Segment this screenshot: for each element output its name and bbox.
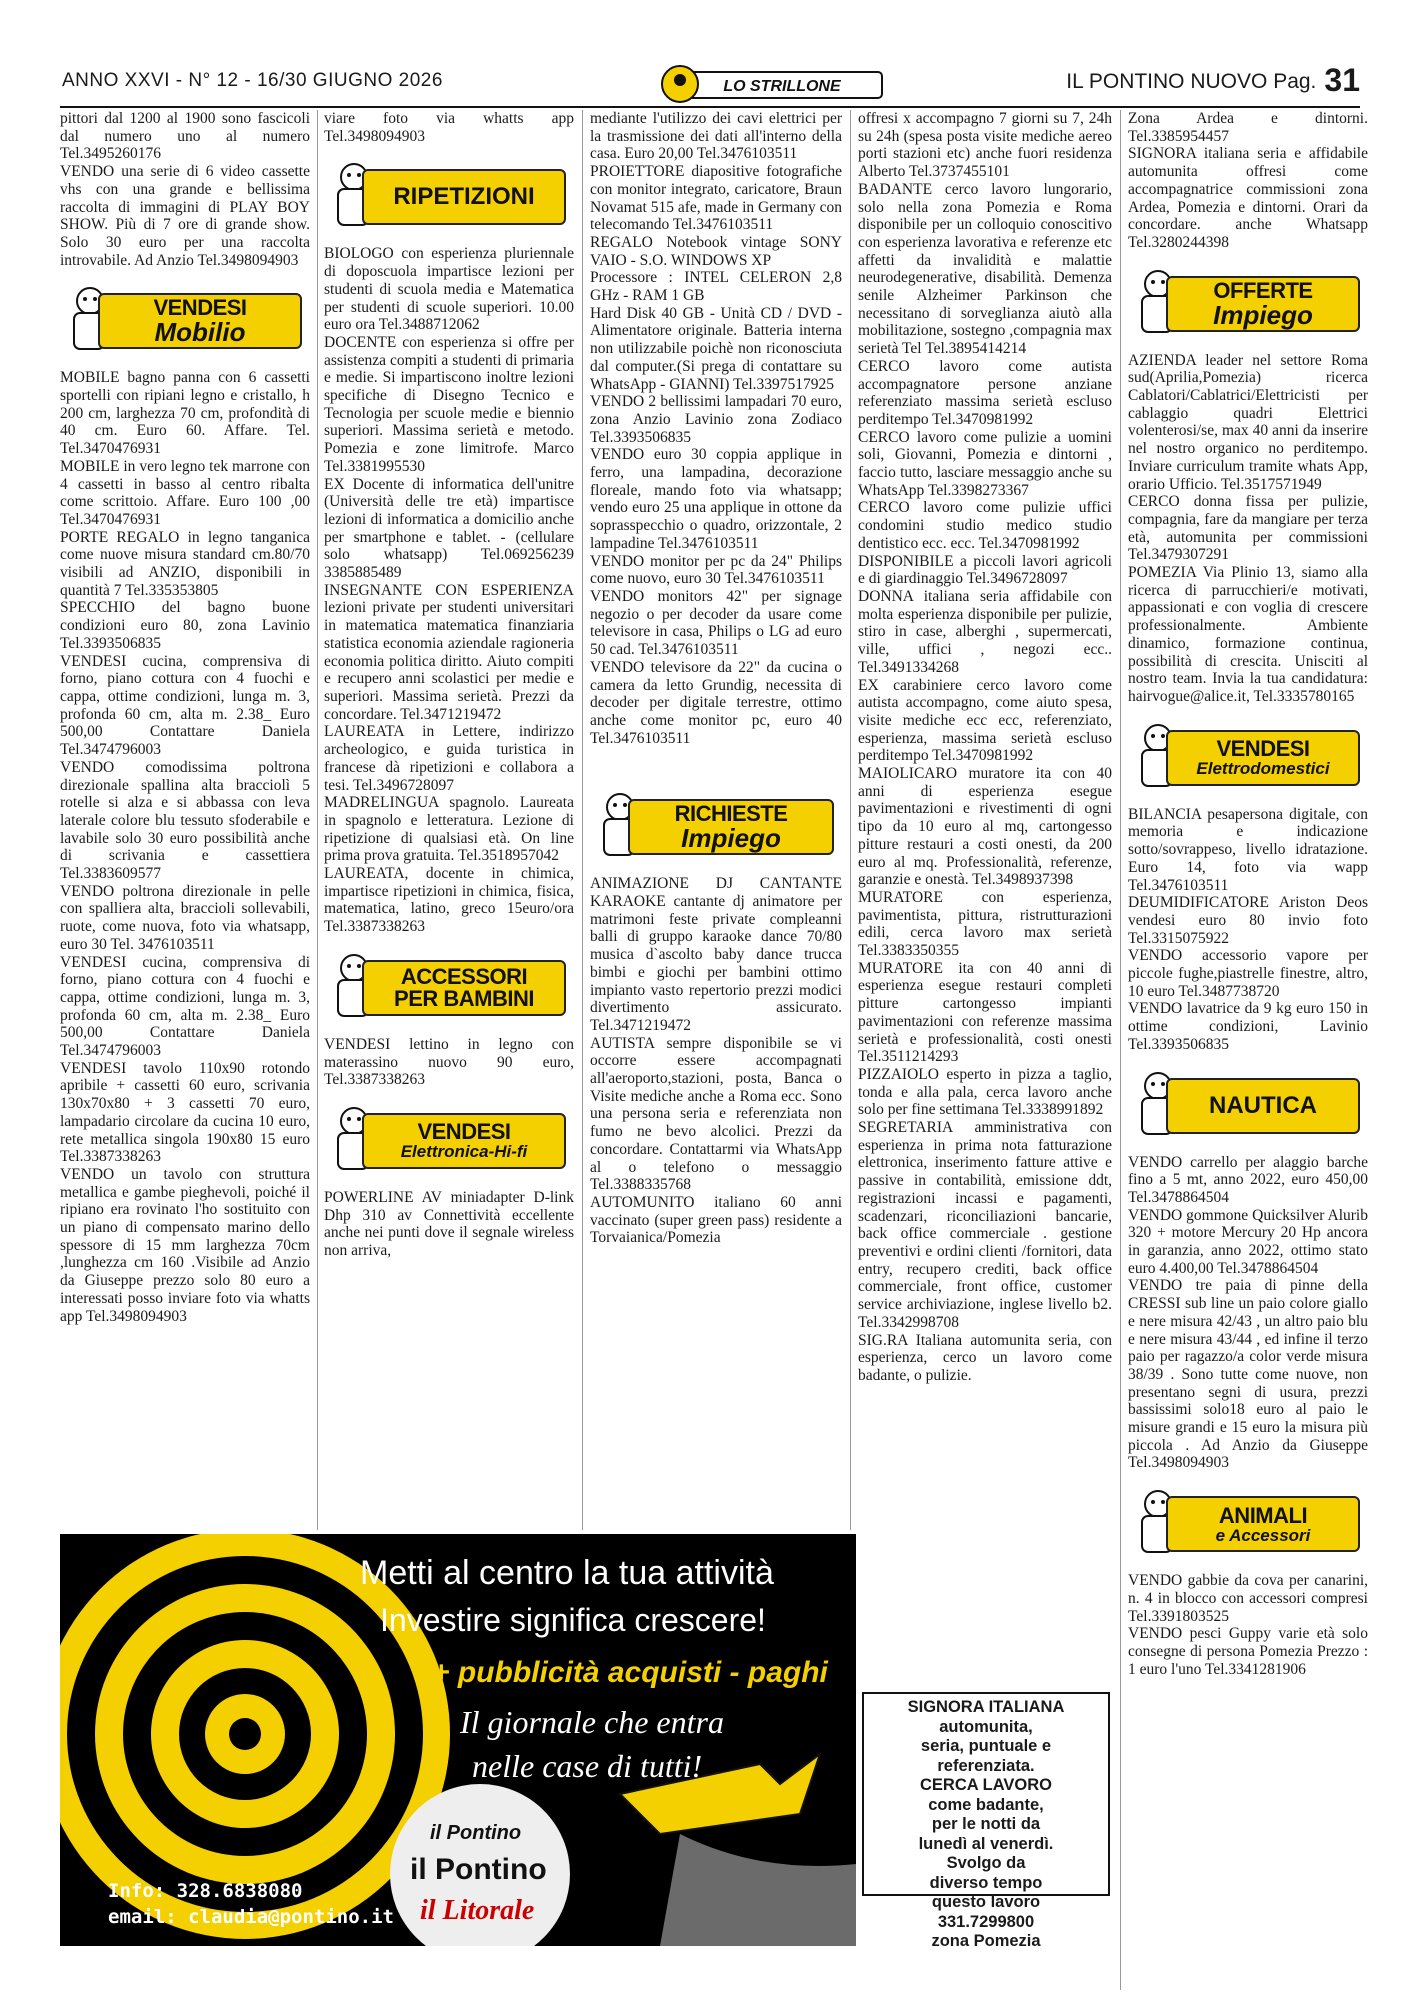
ad-phone: Info: 328.6838080 [108,1880,303,1902]
section-badge-accessori-bambini [324,948,574,1026]
column-divider [850,110,851,1530]
page-header [60,62,1360,108]
logo-pontino-2: il Pontino [410,1853,547,1886]
column-4 [858,110,1112,1530]
ad-email: email: claudia@pontino.it [108,1906,394,1928]
ad-text: POWERLINE AV miniadapter D-link Dhp 310 av Connettività eccellente anche nei punti dove il segnale wireless non arriva, [324,1188,574,1260]
section-badge-nautica [1128,1066,1368,1144]
column-divider [317,110,318,1530]
ad-slogan-2: nelle case di tutti! [472,1748,703,1784]
badge-label: VENDESI Mobilio [98,293,302,349]
ad-tagline: + pubblicità acquisti - paghi [432,1656,828,1689]
section-badge-animali [1128,1484,1368,1562]
ad-text: viare foto via whatts app Tel.3498094903 [324,110,574,145]
ad-text: Zona Ardea e dintorni. Tel.3385954457 SIGNORA italiana seria e affidabile automunita offresi come accompagnatrice commissioni zona Ardea, Pomezia e dintorni. Orari da concordare. anche Whatsapp Tel.3280244398 [1128,110,1368,251]
issue-info: ANNO XXVI - N° 12 - 16/30 GIUGNO 2026 [62,70,443,91]
ad-text: ANIMAZIONE DJ CANTANTE KARAOKE cantante dj animatore per matrimoni feste private compleanni balli di gruppo karaoke dance 70/80 musica d`ascolto baby dance trucca bimbi e giochi per bambini ottimo impianto vasto repertorio prezzi modici divertimento assicurato. Tel.3471219472 AUTISTA sempre disponibile se vi occorre essere accompagnati all'aeroporto,stazioni, posta, Banca o Visite mediche anche a Roma ecc. Sono una persona seria e referenziata non fumo ne bevo alcolici. Prezzi da concordare. Contattarmi via WhatsApp al o telefono o messaggio Tel.3388335768 AUTOMUNITO italiano 60 anni vaccinato (super green pass) residente a Torvaianica/Pomezia [590,875,842,1247]
boxed-announcement [862,1692,1110,1950]
ad-headline: Metti al centro la tua attività [360,1554,774,1592]
badge-label: ACCESSORI PER BAMBINI [362,960,566,1016]
paper-name: IL PONTINO NUOVO Pag. [1066,70,1317,93]
section-badge-vendesi-mobilio [60,281,310,359]
page-number-label [1066,62,1360,99]
ad-text: mediante l'utilizzo dei cavi elettrici per la trasmissione dei dati all'interno della casa. Euro 20,00 Tel.3476103511 PROIETTORE diapositive fotografiche con monitor integrato, caricatore, Braun Novamat 515 afe, made in Germany con telecomando Tel.3476103511 REGALO Notebook vintage SONY VAIO - S.O. WINDOWS XP Processore : INTEL CELERON 2,8 GHz - RAM 1 GB Hard Disk 40 GB - Unità CD / DVD - Alimentatore originale. Batteria interna non utilizzabile poichè non riconosciuta dal computer.(Si prega di contattare su WhatsApp - GIANNI) Tel.3397517925 VENDO 2 bellissimi lampadari 70 euro, zona Anzio Lavinio zona Zodiaco Tel.3393506835 VENDO euro 30 coppia applique in ferro, una lampadina, decorazione floreale, mando foto via whatsapp; vendo euro 25 una applique in ottone da soprasspecchio o quadro, orizzontale, 2 lampadine Tel.3476103511 VENDO monitor per pc da 24" Philips come nuovo, euro 30 Tel.3476103511 VENDO monitors 42" per signage negozio o per decoder da usare come televisore in casa, Philips o LG ad euro 50 cad. Tel.3476103511 VENDO televisore da 22" da cucina o camera da letto Grundig, necessita di decoder per digitale terrestre, ottimo anche come monitor pc, euro 40 Tel.3476103511 [590,110,842,747]
logo-text: LO STRILLONE [723,78,841,95]
badge-label: OFFERTE Impiego [1166,276,1360,332]
ad-text: BILANCIA pesapersona digitale, con memoria e indicazione sotto/sovrappeso, livello idratazione. Euro 14, foto via wapp Tel.3476103511 DEUMIDIFICATORE Ariston Deos vendesi euro 80 invio foto Tel.3315075922 VENDO accessorio vapore per piccole fughe,piastrelle finestre, altro, 10 euro Tel.3487738720 VENDO lavatrice da 9 kg euro 150 in ottime condizioni, Lavinio Tel.3393506835 [1128,805,1368,1053]
badge-label: NAUTICA [1166,1078,1360,1134]
badge-label: RICHIESTE Impiego [628,799,834,855]
section-badge-offerte-impiego [1128,264,1368,342]
ad-text: MOBILE bagno panna con 6 cassetti sportelli con ripiani legno e cristallo, h 200 cm, larghezza 70 cm, profondità di 40 cm. Euro 60. Affare. Tel. Tel.3470476931 MOBILE in vero legno tek marrone con 4 cassetti in basso al centro ribalta come scrittoio. Affare. Euro 100 ,00 Tel.3470476931 PORTE REGALO in legno tanganica come nuove misura standard cm.80/70 visibili ad ANZIO, disponibili in quantità 7 Tel.335353805 SPECCHIO del bagno buone condizioni euro 80, zona Lavinio Tel.3393506835 VENDESI cucina, comprensiva di forno, piano cottura con 4 fuochi e cappa, ottime condizioni, lunga m. 3, profonda 60 cm, alta m. 2.38_ Euro 500,00 Contattare Daniela Tel.3474796003 VENDO comodissima poltrona direzionale spallina alta bracciolì 5 rotelle si alza e si abbassa con leva laterale colore blu tessuto sfoderabile e lavabile solo 30 euro possibilità anche di scrivania e cassettiera Tel.3383609577 VENDO poltrona direzionale in pelle con spalliera alta, braccioli sollevabili, ruote, come nuova, foto via whatsapp, euro 30 Tel. 3476103511 VENDESI cucina, comprensiva di forno, piano cottura con 4 fuochi e cappa, ottime condizioni, lunga m. 3, profonda 60 cm, alta m. 2.38_ Euro 500,00 Contattare Daniela Tel.3474796003 VENDESI tavolo 110x90 rotondo apribile + cassetti 60 euro, scrivania 130x70x80 + 3 cassetti 70 euro, lampadario circolare da cucina 10 euro, rete metallica singola 190x80 15 euro Tel.3387338263 VENDO un tavolo con struttura metallica e gambe pieghevoli, poiché il ripiano era rovinato l'ho sostituito con un piano di compensato marino dello spessore di 15 mm larghezza 70cm ,lunghezza cm 160 .Visibile ad Anzio da Giuseppe prezzo solo 80 euro a interessati posso inviare foto via whatts app Tel.3498094903 [60,369,310,1325]
ad-text: VENDESI lettino in legno con materassino nuovo 90 euro, Tel.3387338263 [324,1035,574,1089]
ad-text: AZIENDA leader nel settore Roma sud(Aprilia,Pomezia) ricerca Cablatori/Cablatrici/Elettricisti per cablaggio quadri Elettrici volenterosi/se, max 40 anni da inserire nel nostro organico no perditempo. Inviare curriculum tramite whats App, orario Ufficio. Tel.3517571949 CERCO donna fissa per pulizie, compagnia, fare da mangiare per terza età, automunita per commissioni Tel.3479307291 POMEZIA Via Plinio 13, siamo alla ricerca di parrucchieri/e motivati, appassionati e con voglia di crescere professionalmente. Ambiente dinamico, formazione continua, possibilità di crescita. Unisciti al nostro team. Invia la tua candidatura: hairvogue@alice.it, Tel.3335780165 [1128,351,1368,705]
ad-text: VENDO carrello per alaggio barche fino a 5 mt, anno 2022, euro 450,00 Tel.3478864504 VENDO gommone Quicksilver Alurib 320 + motore Mercury 20 Hp ancora in garanzia, anno 2022, ottimo stato euro 4.400,00 Tel.3478864504 VENDO tre paia di pinne della CRESSI sub line un paio colore giallo e nere misura 42/43 , un altro paio blu e nere misura 43/44 , ed infine il terzo paio per ragazzo/a color verde misura 38/39 . Sono tutte come nuove, non presentano segni di usura, prezzi bassissimi solo18 euro al paio le misure grandi e 15 euro la misura più piccola . Ad Anzio da Giuseppe Tel.3498094903 [1128,1153,1368,1472]
ad-contact [108,1878,394,1930]
section-badge-vendesi-elettronica [324,1101,574,1179]
ad-text: pittori dal 1200 al 1900 sono fascicoli dal numero uno al numero Tel.3495260176 VENDO una serie di 6 video cassette vhs con una grande e bellissima raccolta di immagini di PLAY BOY SHOW. Più di 7 ore di grande show. Solo 30 euro per una raccolta introvabile. Ad Anzio Tel.3498094903 [60,110,310,269]
ad-text: BIOLOGO con esperienza pluriennale di doposcuola impartisce lezioni per studenti di scuola media e Matematica per studenti di scuole superiori. 10.00 euro ora Tel.3488712062 DOCENTE con esperienza si offre per assistenza compiti a studenti di primaria e medie. Si impartiscono inoltre lezioni specifiche di Disegno Tecnico e Tecnologia per scuole medie e biennio superiori. Massima serietà e metodo. Pomezia e zone limitrofe. Marco Tel.3381995530 EX Docente di informatica dell'unitre (Università delle tre età) impartisce lezioni di informatica a domicilio anche per smartphone e tablet. - (cellulare solo whatsapp) Tel.069256239 3385885489 INSEGNANTE CON ESPERIENZA lezioni private per studenti universitari in matematica matematica finanziaria statistica economia aziendale ragioneria economia politica diritto. Aiuto compiti e recupero anni scolastici per medie e superiori. Massima serietà. Prezzi da concordare. Tel.3471219472 LAUREATA in Lettere, indirizzo archeologico, e guida turistica in francese dà ripetizioni e collabora a tesi. Tel.3496728097 MADRELINGUA spagnolo. Laureata in spagnolo e letteratura. Lezione di ripetizione di qualsiasi età. On line prima prova gratuita. Tel.3518957042 LAUREATA, docente in chimica, impartisce ripetizioni in chimica, fisica, matematica, latino, greco 15euro/ora Tel.3387338263 [324,245,574,936]
badge-label: ANIMALI e Accessori [1166,1496,1360,1552]
logo-pontino-1: il Pontino [430,1822,522,1844]
ad-text: VENDO gabbie da cova per canarini, n. 4 in blocco con accessori compresi Tel.3391803525 VENDO pesci Guppy varie età solo consegne di persona Pomezia Prezzo : 1 euro l'uno Tel.3341281906 [1128,1572,1368,1678]
advertising-banner [60,1534,856,1946]
column-divider [1120,110,1121,1990]
ad-text: offresi x accompagno 7 giorni su 7, 24h su 24h (spesa posta visite mediche aereo porti stazioni etc) anche fuori residenza Alberto Tel.3737455101 BADANTE cerco lavoro lungorario, solo nella zona Pomezia e Roma disponibile per un colloquio conoscitivo con esperienza lavorativa e referenze etc affetti da invalidità e malattie neurodegenerative, disabilità. Demenza senile Alzheimer Parkinson che necessitano di sorveglianza aiutò alla mobilitazione, sostegno ,compagnia max serietà Tel Tel.3895414214 CERCO lavoro come autista accompagnatore persone anziane referenziato massima serietà escluso perditempo Tel.3470981992 CERCO lavoro come pulizie a uomini soli, Giovanni, Pomezia e dintorni , faccio tutto, lasciare messaggio anche su WhatsApp Tel.3398273367 CERCO lavoro come pulizie uffici condomini studio medico studio dentistico ecc. ecc. Tel.3470981992 DISPONIBILE a piccoli lavori agricoli e di giardinaggio Tel.3496728097 DONNA italiana seria affidabile con molta esperienza disponibile per pulizie, stiro in case, alberghi , supermercati, ville, uffici , negozi ecc.. Tel.3491334268 EX carabiniere cerco lavoro come autista accompagno, come aiuto spesa, visite mediche ecc ecc, referenziato, esperienza, massima serietà escluso perditempo Tel.3470981992 MAIOLICARO muratore ita con 40 anni di esperienza esegue pavimentazioni e rivestimenti di ogni tipo da 10 euro al mq, cartongesso pitture restauri a costi onesti, da 200 euro al mq. Professionalità, referenze, garanzie e onestà. Tel.3498937398 MURATORE con esperienza, pavimentista, pittura, ristrutturazioni edili, cerca lavoro max serietà Tel.3383350355 MURATORE ita con 40 anni di esperienza esegue restauri completi pitture cartongesso impianti pavimentazioni con referenze massima serietà e professionalità, costi onesti Tel.3511214293 PIZZAIOLO esperto in pizza a taglio, tonda e alla pala, cerca lavoro anche solo per fine settimana Tel.3338991892 SEGRETARIA amministrativa con esperienza in prima nota fatturazione elettronica, inserimento fatture attive e passive in contabilità, emissione ddt, registrazioni incassi e pagamenti, scadenzari, riconciliazioni bancarie, back office commerciale . gestione preventivi e ordini clienti /fornitori, data entry, recupero crediti, back office commerciale, front office, customer service archiviazione, inglese livello b2. Tel.3342998708 SIG.RA Italiana automunita seria, con esperienza, cerco un lavoro come badante, o pulizie. [858,110,1112,1384]
column-divider [582,110,583,1530]
page-number: 31 [1324,62,1360,98]
badge-label: RIPETIZIONI [362,169,566,225]
badge-label: VENDESI Elettronica-Hi-fi [362,1113,566,1169]
hand-shape [660,1834,856,1946]
section-badge-elettrodomestici [1128,718,1368,796]
section-badge-richieste-impiego [590,787,842,865]
ad-subheadline: Investire significa crescere! [380,1602,766,1638]
logo-litorale: il Litorale [420,1895,535,1926]
announcement-text: SIGNORA ITALIANA automunita, seria, puntuale e referenziata. CERCA LAVORO come badante, per le notti da lunedì al venerdì. Svolgo da diverso tempo questo lavoro 331.7299800 zona Pomezia [907,1698,1065,1950]
column-5 [1128,110,1368,1990]
ad-slogan-1: Il giornale che entra [460,1704,724,1740]
section-badge-ripetizioni [324,157,574,235]
badge-label: VENDESI Elettrodomestici [1166,730,1360,786]
strillone-logo [652,62,892,108]
